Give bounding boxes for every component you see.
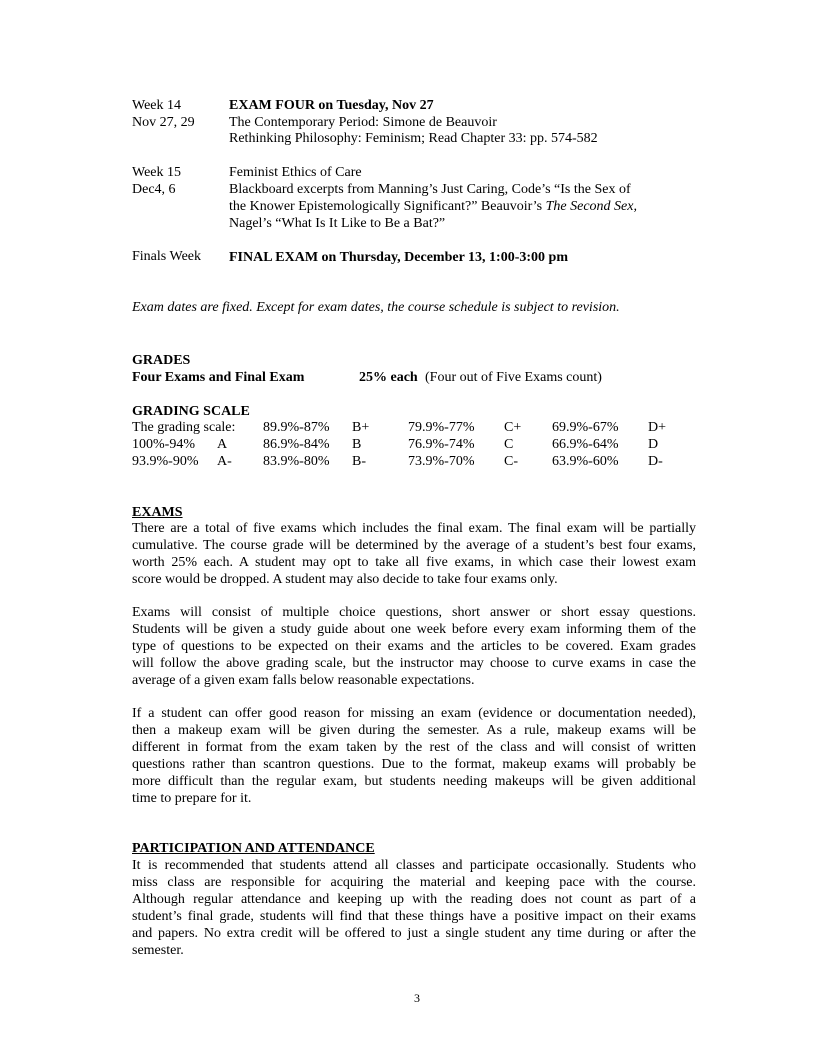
week14-dates: Nov 27, 29 <box>132 115 195 130</box>
grading-scale-cell: 76.9%-74% <box>408 437 475 452</box>
grading-scale-cell: 83.9%-80% <box>263 454 330 469</box>
grading-scale-cell: 100%-94% <box>132 437 195 452</box>
grading-scale-cell: 93.9%-90% <box>132 454 199 469</box>
week14-label: Week 14 <box>132 98 182 113</box>
page-number: 3 <box>414 991 420 1005</box>
paragraph-line: Although regular attendance and keeping up with the reading does not count as part of a <box>132 892 696 907</box>
grading-scale-heading: GRADING SCALE <box>132 404 250 419</box>
paragraph-line: will follow the above grading scale, but the instructor may choose to curve exams in case the <box>132 656 696 671</box>
grading-scale-cell: The grading scale: <box>132 420 236 435</box>
paragraph-line: miss class are responsible for acquiring the material and keeping pace with the course. <box>132 875 696 890</box>
paragraph-line: student’s final grade, students will find that these things have a positive impact on their exams <box>132 909 696 924</box>
grading-scale-cell: 86.9%-84% <box>263 437 330 452</box>
paragraph-line: There are a total of five exams which includes the final exam. The final exam will be partially <box>132 521 696 536</box>
week14-topic: The Contemporary Period: Simone de Beauvoir <box>229 115 497 130</box>
week15-reading-line1: Blackboard excerpts from Manning’s Just Caring, Code’s “Is the Sex of <box>229 182 631 197</box>
paragraph-line: Exams will consist of multiple choice questions, short answer or short essay questions. <box>132 605 696 620</box>
participation-paragraph <box>132 857 696 959</box>
grading-scale-cell: B- <box>352 454 366 469</box>
paragraph-line: type of questions to be expected on their exams and the articles to be covered. Exam grades <box>132 639 696 654</box>
grading-scale-cell: D- <box>648 454 663 469</box>
week15-topic: Feminist Ethics of Care <box>229 165 362 180</box>
exams-heading: EXAMS <box>132 505 183 520</box>
grading-scale-cell: D <box>648 437 659 452</box>
participation-heading: PARTICIPATION AND ATTENDANCE <box>132 841 375 856</box>
grades-item-note: (Four out of Five Exams count) <box>425 370 602 385</box>
paragraph-line: questions rather than scantron questions. Due to the format, makeup exams will probably be <box>132 757 696 772</box>
paragraph-line: more difficult than the regular exam, but students needing makeups will be given additional <box>132 774 696 789</box>
grading-scale-cell: A- <box>217 454 232 469</box>
grading-scale-cell: B+ <box>352 420 370 435</box>
grading-scale-cell: A <box>217 437 228 452</box>
grades-item-value: 25% each <box>359 370 418 385</box>
grading-scale-cell: 89.9%-87% <box>263 420 330 435</box>
book-title: The Second Sex, <box>545 199 637 214</box>
schedule-note: Exam dates are fixed. Except for exam dates, the course schedule is subject to revision. <box>132 300 620 315</box>
grading-scale-cell: C <box>504 437 514 452</box>
week14-reading: Rethinking Philosophy: Feminism; Read Chapter 33: pp. 574-582 <box>229 131 598 146</box>
paragraph-line: average of a given exam falls below reasonable expectations. <box>132 673 475 688</box>
grading-scale-cell: C- <box>504 454 518 469</box>
exams-paragraph-2 <box>132 604 696 689</box>
final-exam: FINAL EXAM on Thursday, December 13, 1:00-3:00 pm <box>229 250 568 265</box>
paragraph-line: cumulative. The course grade will be determined by the average of a student’s best four exams, <box>132 538 696 553</box>
grades-item-label: Four Exams and Final Exam <box>132 370 305 385</box>
grading-scale-cell: C+ <box>504 420 522 435</box>
grading-scale-cell: 79.9%-77% <box>408 420 475 435</box>
paragraph-line: semester. <box>132 943 184 958</box>
exams-paragraph-1 <box>132 520 696 588</box>
week15-reading-line3: Nagel’s “What Is It Like to Be a Bat?” <box>229 216 446 231</box>
grading-scale-cell: D+ <box>648 420 667 435</box>
paragraph-line: then a makeup exam will be given during the semester. As a rule, makeup exams will be <box>132 723 696 738</box>
paragraph-line: score would be dropped. A student may also decide to take four exams only. <box>132 572 558 587</box>
paragraph-line: It is recommended that students attend all classes and participate occasionally. Students who <box>132 858 696 873</box>
grading-scale-cell: 69.9%-67% <box>552 420 619 435</box>
grading-scale-cell: 66.9%-64% <box>552 437 619 452</box>
finals-label: Finals Week <box>132 249 201 264</box>
paragraph-line: time to prepare for it. <box>132 791 252 806</box>
grading-scale-cell: 73.9%-70% <box>408 454 475 469</box>
paragraph-line: different in format from the exam taken by the rest of the class and will consist of written <box>132 740 696 755</box>
exams-paragraph-3 <box>132 705 696 807</box>
paragraph-line: If a student can offer good reason for missing an exam (evidence or documentation needed), <box>132 706 696 721</box>
paragraph-line: Students will be given a study guide about one week before every exam informing them of the <box>132 622 696 637</box>
week15-reading-line2: the Knower Epistemologically Significant?” Beauvoir’s The Second Sex, <box>229 199 637 214</box>
grades-heading: GRADES <box>132 353 191 368</box>
week15-dates: Dec4, 6 <box>132 182 176 197</box>
paragraph-line: worth 25% each. A student may opt to take all five exams, in which case their lowest exam <box>132 555 696 570</box>
paragraph-line: and papers. No extra credit will be offered to just a single student any time during or after the <box>132 926 696 941</box>
week14-exam: EXAM FOUR on Tuesday, Nov 27 <box>229 98 434 113</box>
grading-scale-cell: 63.9%-60% <box>552 454 619 469</box>
week15-label: Week 15 <box>132 165 182 180</box>
grading-scale-cell: B <box>352 437 362 452</box>
